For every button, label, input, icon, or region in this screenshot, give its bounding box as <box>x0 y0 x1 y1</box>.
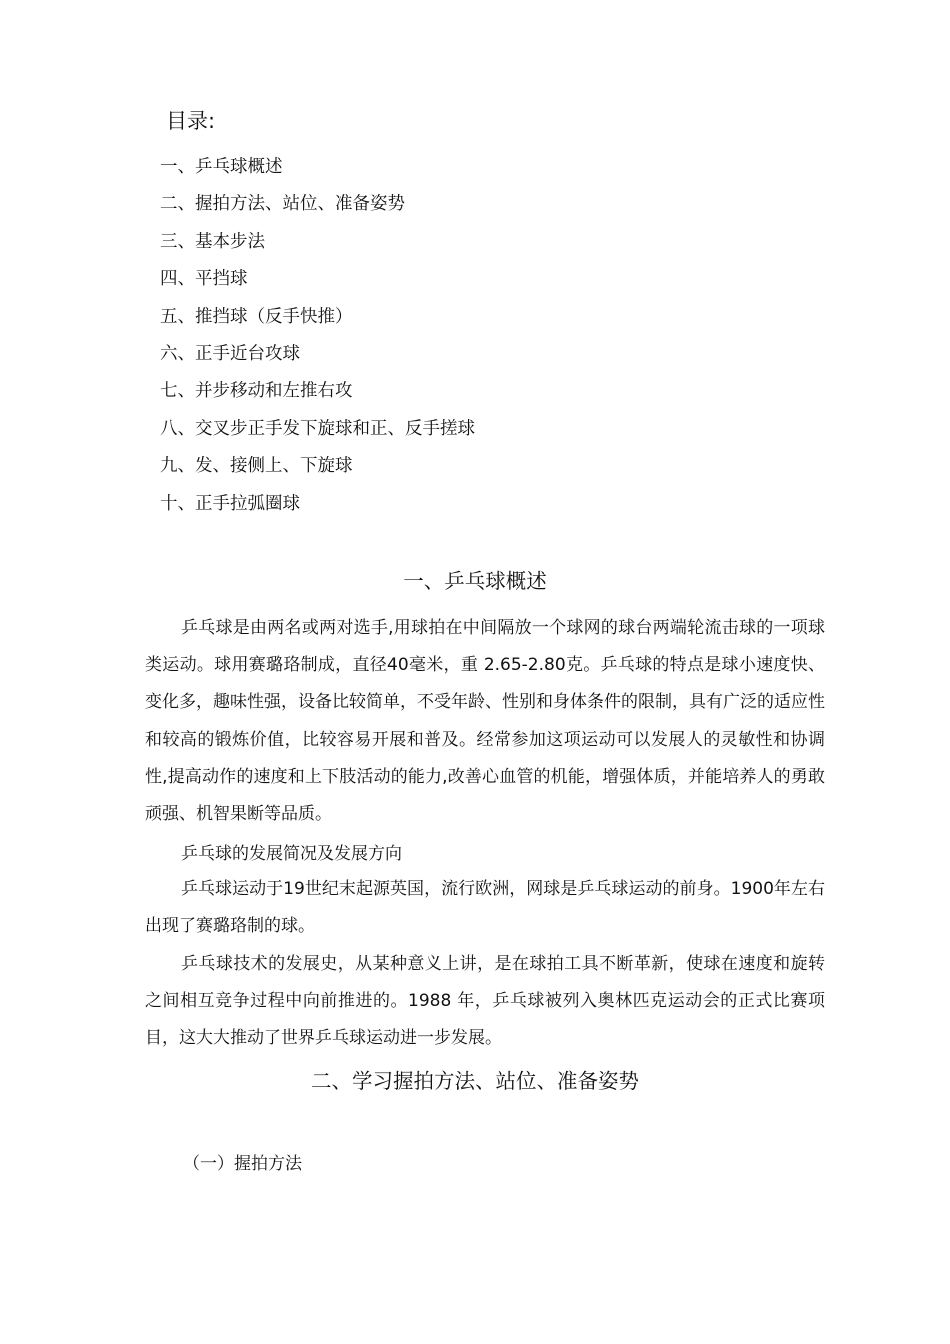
paragraph-history: 乒乓球运动于19世纪末起源英国，流行欧洲，网球是乒乓球运动的前身。1900年左右出现了赛璐珞制的球。 <box>145 879 825 937</box>
table-of-contents <box>160 153 475 527</box>
toc-item: 八、交叉步正手发下旋球和正、反手搓球 <box>160 418 475 439</box>
toc-item: 十、正手拉弧圈球 <box>160 493 300 514</box>
paragraph-overview: 乒乓球是由两名或两对选手,用球拍在中间隔放一个球网的球台两端轮流击球的一项球类运动。球用赛璐珞制成，直径40毫米，重 2.65-2.80克。乒乓球的特点是球小速度快、变化多，趣味性强，设备比较简单，不受年龄、性别和身体条件的限制，具有广泛的适应性和较高的锻炼价值，比较容易开展和普及。经常参加这项运动可以发展人的灵敏性和协调性,提高动作的速度和上下肢活动的能力,改善心血管的机能，增强体质，并能培养人的勇敢顽强、机智果断等品质。 <box>145 618 825 825</box>
toc-item: 一、乒乓球概述 <box>160 157 283 177</box>
section-heading-grip: 二、学习握拍方法、站位、准备姿势 <box>311 1069 639 1093</box>
toc-item: 六、正手近台攻球 <box>160 343 300 364</box>
toc-title: 目录: <box>166 109 216 133</box>
toc-item: 五、推挡球（反手快推） <box>160 306 353 327</box>
toc-item: 九、发、接侧上、下旋球 <box>160 456 353 477</box>
toc-item: 四、平挡球 <box>160 269 248 290</box>
subheading-development: 乒乓球的发展简况及发展方向 <box>181 844 402 864</box>
toc-item: 七、并步移动和左推右攻 <box>160 381 353 402</box>
toc-item: 三、基本步法 <box>160 231 265 252</box>
toc-item: 二、握拍方法、站位、准备姿势 <box>160 194 405 215</box>
subheading-grip-method: （一）握拍方法 <box>183 1154 302 1174</box>
paragraph-technique: 乒乓球技术的发展史，从某种意义上讲，是在球拍工具不断革新，使球在速度和旋转之间相互竞争过程中向前推进的。1988 年，乒乓球被列入奥林匹克运动会的正式比赛项目，这大大推动了世界乒乓球运动进一步发展。 <box>145 954 825 1049</box>
section-heading-overview: 一、乒乓球概述 <box>403 569 547 593</box>
